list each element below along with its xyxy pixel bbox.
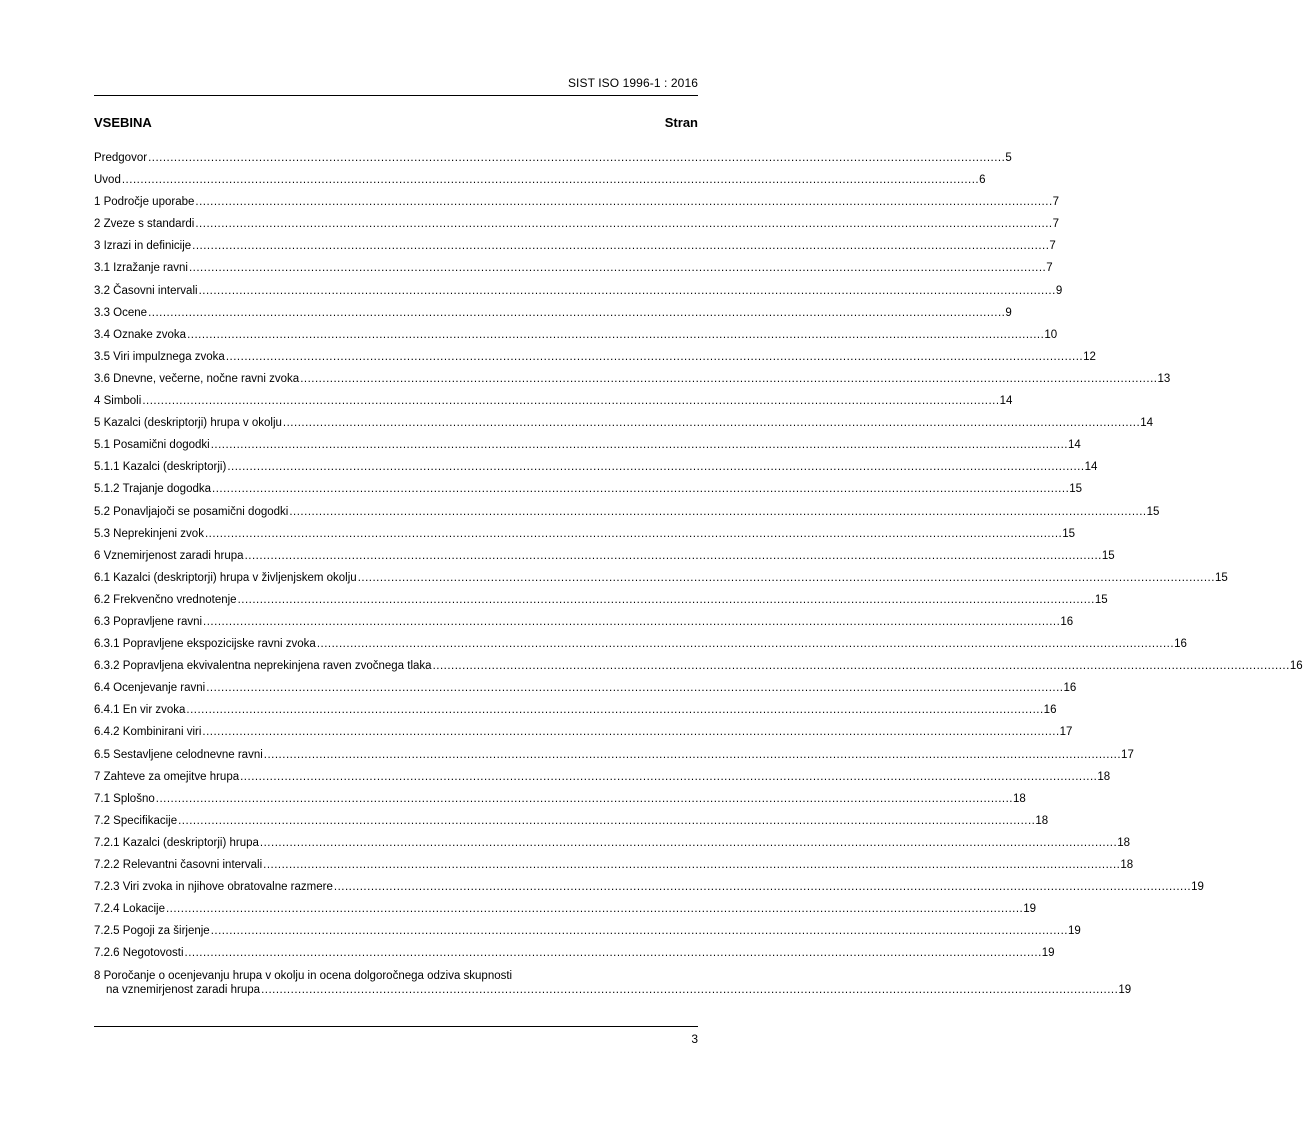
toc-entry-label: Predgovor [94, 152, 148, 164]
toc-entry-page: 18 [1035, 814, 1049, 827]
toc-entry-page: 12 [1083, 350, 1096, 363]
toc-entry-label: 3.5 Viri impulznega zvoka [94, 350, 225, 363]
toc-entry-page: 16 [1174, 638, 1187, 651]
toc-entry[interactable] [94, 814, 1049, 837]
dot-leader [211, 439, 1068, 451]
dot-leader [263, 859, 1120, 871]
toc-entry[interactable] [94, 638, 1187, 660]
toc-entry[interactable] [94, 704, 1057, 726]
toc-entry-label: 6.4.1 En vir zvoka [94, 704, 186, 717]
toc-entry[interactable] [94, 152, 1012, 174]
dot-leader [156, 793, 1013, 805]
dot-leader [142, 395, 999, 407]
toc-entry-label: 5.1.2 Trajanje dogodka [94, 483, 212, 496]
toc-entry-label: 2 Zveze s standardi [94, 218, 195, 231]
dot-leader [205, 528, 1062, 540]
toc-entry-label: 6 Vznemirjenost zaradi hrupa [94, 549, 244, 562]
toc-entry-label: 7.2 Specifikacije [94, 814, 178, 827]
dot-leader [227, 461, 1084, 473]
dot-leader [358, 572, 1215, 584]
dot-leader [166, 903, 1023, 915]
toc-entry-label: 3.1 Izražanje ravni [94, 262, 188, 275]
toc-entry-page: 16 [1060, 615, 1074, 628]
toc-entry-label: 3.2 Časovni intervali [94, 284, 198, 297]
dot-leader [186, 704, 1043, 716]
toc-entry[interactable] [94, 969, 1132, 1001]
toc-entry[interactable] [94, 306, 1012, 329]
toc-entry-label: 3.6 Dnevne, večerne, nočne ravni zvoka [94, 372, 300, 385]
toc-entry[interactable] [94, 748, 1134, 771]
page-number: 3 [691, 1032, 698, 1046]
toc-entry-label: 6.3.2 Popravljena ekvivalentna neprekinjena raven zvočnega tlaka [94, 660, 432, 673]
toc-entry[interactable] [94, 925, 1081, 947]
toc-entry-page: 18 [1120, 859, 1134, 871]
dot-leader [433, 660, 1290, 672]
toc-entry-label-continued: na vznemirjenost zaradi hrupa [106, 984, 261, 997]
toc-entry-page: 19 [1191, 881, 1204, 894]
toc-entry-label: 5 Kazalci (deskriptorji) hrupa v okolju [94, 417, 282, 430]
toc-entry-label: 7.2.3 Viri zvoka in njihove obratovalne razmere [94, 881, 333, 894]
dot-leader [289, 506, 1146, 518]
dot-leader [122, 174, 979, 186]
toc-entry-label: 4 Simboli [94, 395, 142, 408]
toc-entry-page: 7 [1052, 196, 1060, 209]
dot-leader [192, 240, 1049, 252]
toc-entry-page: 7 [1046, 262, 1053, 275]
toc-entry-page: 14 [1140, 417, 1153, 430]
toc-entry[interactable] [94, 726, 1073, 748]
toc-title: VSEBINA [94, 115, 152, 130]
toc-entry[interactable] [94, 947, 1055, 969]
toc-entry-page: 16 [1289, 660, 1303, 673]
toc-entry-page: 19 [1067, 925, 1081, 938]
dot-leader [195, 196, 1052, 208]
dot-leader [195, 218, 1052, 230]
toc-entry[interactable] [94, 417, 1153, 439]
dot-leader [283, 417, 1140, 429]
toc-entry-label: 6.2 Frekvenčno vrednotenje [94, 593, 237, 606]
toc-entry[interactable] [94, 792, 1026, 815]
footer-rule [94, 1026, 698, 1027]
toc-entry[interactable] [94, 196, 1060, 218]
toc-entry-page: 19 [1118, 984, 1132, 997]
toc-entry-page: 7 [1049, 240, 1056, 253]
toc-entry-label: Uvod [94, 174, 121, 187]
toc-entry[interactable] [94, 527, 1076, 550]
toc-entry[interactable] [94, 328, 1058, 351]
toc-entry[interactable] [94, 770, 1111, 793]
toc-entry-label: 7.2.4 Lokacije [94, 903, 165, 916]
toc-entry-page: 15 [1214, 571, 1228, 584]
dot-leader [203, 616, 1060, 628]
toc-entry-page: 7 [1052, 218, 1060, 231]
toc-entry-page: 14 [1084, 461, 1098, 474]
dot-leader [211, 925, 1068, 937]
dot-leader [206, 682, 1063, 694]
toc-entry-label: 7.1 Splošno [94, 792, 155, 805]
dot-leader [148, 307, 1005, 319]
toc-entry[interactable] [94, 174, 986, 196]
toc-entry[interactable] [94, 881, 1204, 903]
page-column-heading: Stran [664, 115, 698, 130]
toc-entry[interactable] [94, 682, 1077, 704]
toc-entry[interactable] [94, 262, 1053, 284]
toc-entry-page: 18 [1097, 770, 1111, 783]
toc-entry[interactable] [94, 505, 1160, 528]
toc-entry-label: 5.3 Neprekinjeni zvok [94, 527, 204, 540]
toc-entry-page: 10 [1044, 328, 1058, 341]
toc-entry[interactable] [94, 350, 1096, 373]
dot-leader [317, 638, 1174, 650]
toc-entry-label: 6.5 Sestavljene celodnevne ravni [94, 748, 263, 761]
toc-entry-label: 6.3 Popravljene ravni [94, 615, 203, 628]
toc-entry-page: 15 [1094, 593, 1108, 606]
toc-entry-label: 6.1 Kazalci (deskriptorji) hrupa v življenjskem okolju [94, 571, 357, 584]
toc-entry-label: 1 Področje uporabe [94, 196, 195, 209]
dot-leader [238, 594, 1095, 606]
toc-entry[interactable] [94, 593, 1108, 616]
toc-entry[interactable] [94, 372, 1171, 395]
toc-entry[interactable] [94, 660, 1303, 682]
toc-entry-page: 16 [1043, 704, 1057, 717]
toc-entry-page: 14 [999, 395, 1013, 408]
dot-leader [202, 726, 1059, 738]
toc-entry-label: 6.4 Ocenjevanje ravni [94, 682, 206, 695]
toc-entry[interactable] [94, 483, 1083, 505]
toc-entry-label: 6.3.1 Popravljene ekspozicijske ravni zvoka [94, 638, 316, 651]
toc-entry-page: 17 [1059, 726, 1073, 739]
toc-entry-label: 6.4.2 Kombinirani viri [94, 726, 202, 739]
toc-entry[interactable] [94, 549, 1115, 572]
toc-entry-page: 15 [1146, 505, 1160, 518]
toc-entry-page: 16 [1063, 682, 1077, 695]
toc-entry[interactable] [94, 284, 1063, 307]
dot-leader [189, 262, 1046, 274]
toc-entry-label: 7 Zahteve za omejitve hrupa [94, 770, 240, 783]
toc-entry-label: 7.2.2 Relevantni časovni intervali [94, 859, 263, 871]
toc-entry[interactable] [94, 836, 1130, 859]
table-of-contents [94, 152, 1303, 1001]
toc-entry-page: 13 [1157, 372, 1171, 385]
toc-entry-label: 3.3 Ocene [94, 306, 148, 319]
toc-entry-label: 3.4 Oznake zvoka [94, 328, 187, 341]
dot-leader [148, 152, 1005, 164]
toc-entry[interactable] [94, 571, 1228, 594]
toc-entry-page: 18 [1013, 792, 1026, 805]
toc-entry[interactable] [94, 439, 1081, 461]
toc-entry-page: 18 [1117, 836, 1130, 849]
toc-entry-label: 5.1 Posamični dogodki [94, 439, 210, 452]
toc-title-row [94, 115, 698, 130]
toc-entry-label: 7.2.1 Kazalci (deskriptorji) hrupa [94, 836, 259, 849]
toc-entry-page: 15 [1062, 527, 1076, 540]
toc-entry-page: 19 [1023, 903, 1037, 916]
dot-leader [199, 285, 1056, 297]
toc-entry[interactable] [94, 461, 1098, 483]
toc-entry[interactable] [94, 859, 1134, 881]
toc-entry-label: 5.2 Ponavljajoči se posamični dogodki [94, 505, 289, 518]
toc-entry[interactable] [94, 615, 1074, 638]
toc-entry-label: 3 Izrazi in definicije [94, 240, 192, 253]
toc-entry-page: 19 [1041, 947, 1055, 960]
toc-entry-label: 7.2.5 Pogoji za širjenje [94, 925, 210, 938]
dot-leader [212, 483, 1069, 495]
dot-leader [245, 550, 1102, 562]
document-reference: SIST ISO 1996-1 : 2016 [567, 76, 698, 90]
header-rule [94, 95, 698, 96]
toc-entry-label: 8 Poročanje o ocenjevanju hrupa v okolju in ocena dolgoročnega odziva skupnosti [94, 970, 513, 983]
dot-leader [226, 351, 1083, 363]
toc-entry[interactable] [94, 218, 1060, 240]
dot-leader [264, 749, 1121, 761]
toc-entry-page: 6 [979, 174, 986, 187]
toc-entry-label: 5.1.1 Kazalci (deskriptorji) [94, 461, 227, 474]
toc-entry-page: 5 [1005, 152, 1012, 164]
toc-entry[interactable] [94, 395, 1013, 417]
toc-entry-page: 9 [1055, 284, 1063, 297]
dot-leader [178, 815, 1035, 827]
toc-entry-page: 15 [1069, 483, 1083, 496]
toc-entry-page: 9 [1005, 306, 1012, 319]
dot-leader [300, 373, 1157, 385]
dot-leader [261, 983, 1118, 997]
toc-entry-label: 7.2.6 Negotovosti [94, 947, 184, 960]
toc-entry-page: 15 [1101, 549, 1115, 562]
dot-leader [260, 837, 1117, 849]
toc-entry-page: 14 [1067, 439, 1081, 452]
dot-leader [334, 881, 1191, 893]
dot-leader [187, 329, 1044, 341]
toc-entry-page: 17 [1121, 748, 1134, 761]
toc-entry[interactable] [94, 903, 1037, 925]
dot-leader [185, 947, 1042, 959]
toc-entry[interactable] [94, 240, 1056, 262]
dot-leader [240, 771, 1097, 783]
